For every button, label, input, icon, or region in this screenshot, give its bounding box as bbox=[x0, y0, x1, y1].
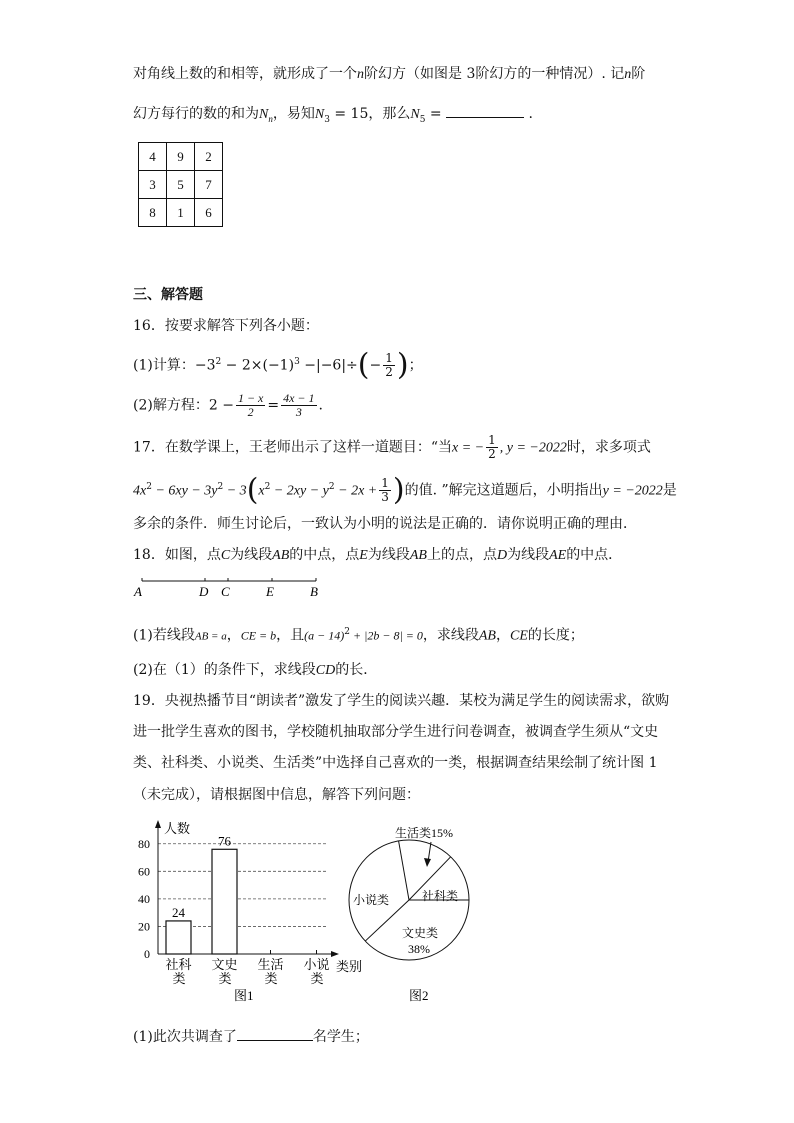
expr: − bbox=[369, 357, 382, 374]
equation: = bbox=[425, 106, 442, 122]
part-label: (2)解方程： bbox=[133, 397, 209, 414]
expr: −|−6|÷ bbox=[299, 357, 358, 374]
y-tick-label: 80 bbox=[138, 836, 150, 851]
table-cell: 8 bbox=[139, 199, 167, 227]
section-title: 三、解答题 bbox=[133, 287, 203, 303]
expr: (a − 14) bbox=[304, 628, 345, 643]
q19-text: 名学生； bbox=[312, 1029, 369, 1045]
q17-text: 是 bbox=[662, 482, 677, 499]
q19-line-2: 进一批学生喜欢的图书，学校随机抽取部分学生进行问卷调查，被调查学生须从“文史 bbox=[133, 724, 659, 740]
answer-blank[interactable] bbox=[237, 1026, 313, 1041]
point-label: C bbox=[220, 548, 231, 563]
q16-stem: 16．按要求解答下列各小题： bbox=[133, 318, 319, 334]
category-label: 类 bbox=[310, 971, 324, 986]
q18-text: 上的点，点 bbox=[426, 547, 497, 563]
numerator: 1 − x bbox=[237, 391, 264, 405]
expr: 4x bbox=[133, 483, 147, 499]
expr: y = −2022 bbox=[602, 483, 663, 499]
table-cell: 6 bbox=[195, 199, 223, 227]
q17-line-3: 多余的条件．师生讨论后，一致认为小明的说法是正确的．请你说明正确的理由． bbox=[133, 516, 637, 532]
label-arrow-head bbox=[424, 858, 431, 867]
expr: AB = a bbox=[194, 630, 227, 643]
expr: − 3 bbox=[223, 483, 247, 499]
numerator: 4x − 1 bbox=[283, 391, 315, 405]
expr: − 2×(−1) bbox=[221, 357, 295, 374]
table-cell: 4 bbox=[139, 143, 167, 171]
table-row bbox=[139, 171, 223, 199]
q18-text: 的中点． bbox=[566, 547, 623, 563]
numerator: 1 bbox=[381, 476, 389, 491]
exponent: 2 bbox=[328, 482, 335, 492]
denominator: 2 bbox=[488, 447, 496, 461]
fraction bbox=[281, 392, 316, 419]
data-label: 76 bbox=[218, 833, 231, 849]
paren: ) bbox=[392, 472, 405, 508]
point-label-E: E bbox=[266, 584, 274, 599]
chart-title: 图1 bbox=[234, 988, 254, 1003]
table-cell: 7 bbox=[195, 171, 223, 199]
x-axis-arrow bbox=[331, 951, 339, 957]
magic-square-table bbox=[138, 142, 223, 227]
q16-part1 bbox=[133, 347, 423, 383]
segment-label: AB bbox=[478, 628, 496, 644]
exponent: 3 bbox=[294, 357, 300, 367]
segment-label: CD bbox=[315, 663, 336, 678]
q18-text: ，求线段 bbox=[422, 627, 479, 644]
y-tick-label: 0 bbox=[144, 947, 150, 961]
subscript: 3 bbox=[324, 114, 330, 125]
table-cell: 3 bbox=[139, 171, 167, 199]
q18-part2 bbox=[133, 660, 377, 681]
slice-percent-wenshi: 38% bbox=[408, 942, 430, 956]
subscript: 5 bbox=[419, 114, 426, 125]
expr: CE = b bbox=[240, 628, 277, 643]
q18-text: 的长． bbox=[335, 662, 378, 678]
y-tick-label: 60 bbox=[138, 864, 150, 879]
var-N: N bbox=[410, 107, 420, 122]
expr: − 2x + bbox=[334, 483, 378, 499]
q17-line-1 bbox=[133, 434, 651, 461]
category-label: 生活 bbox=[257, 957, 284, 972]
category-label: 类 bbox=[218, 971, 232, 986]
point-label: D bbox=[496, 548, 508, 563]
chart-title: 图2 bbox=[409, 988, 429, 1003]
y-tick-label: 20 bbox=[138, 919, 150, 934]
expr: + |2b − 8| = 0 bbox=[349, 628, 423, 643]
intro-text: ，易知 bbox=[272, 106, 315, 122]
exponent: 2 bbox=[215, 357, 222, 367]
q19-line-3: 类、社科类、小说类、生活类”中选择自己喜欢的一类，根据调查结果绘制了统计图 1 bbox=[133, 755, 658, 771]
expr: , y = −2022 bbox=[499, 440, 567, 456]
fraction bbox=[379, 477, 391, 504]
q18-part1 bbox=[133, 622, 584, 647]
intro-line-1 bbox=[133, 64, 645, 85]
expr: x bbox=[258, 483, 265, 499]
q18-text: (1)若线段 bbox=[133, 627, 195, 644]
slice-label-wenshi: 文史类 bbox=[402, 926, 439, 940]
point-label: E bbox=[359, 548, 368, 563]
denominator: 2 bbox=[247, 405, 254, 419]
q17-line-2 bbox=[133, 472, 677, 508]
expr: − 2xy − y bbox=[270, 483, 329, 499]
segment-label: CE bbox=[509, 628, 528, 644]
table-cell: 9 bbox=[167, 143, 195, 171]
expr: ； bbox=[408, 357, 423, 374]
q18-text: (2)在（1）的条件下，求线段 bbox=[133, 662, 316, 678]
table-cell: 2 bbox=[195, 143, 223, 171]
fraction bbox=[383, 352, 395, 379]
y-tick-label: 40 bbox=[138, 891, 150, 906]
subscript: n bbox=[268, 113, 273, 124]
q18-text: 为线段 bbox=[230, 547, 273, 563]
slice-label-shenghuo: 生活类15% bbox=[395, 826, 453, 840]
q18-text: 为线段 bbox=[507, 547, 550, 563]
intro-text: ，那么 bbox=[368, 106, 411, 122]
equation: = 15 bbox=[329, 106, 369, 122]
fraction bbox=[486, 434, 498, 461]
q19-line-1: 19．央视热播节目“朗读者”激发了学生的阅读兴趣．某校为满足学生的阅读需求，欲购 bbox=[133, 693, 670, 709]
intro-text: 阶幻方（如图是 3阶幻方的一种情况）. 记 bbox=[364, 66, 625, 82]
expr: −3 bbox=[194, 357, 216, 374]
table-row bbox=[139, 199, 223, 227]
q18-text: 为线段 bbox=[367, 547, 410, 563]
expr: = bbox=[267, 397, 280, 414]
denominator: 2 bbox=[385, 365, 393, 380]
expr: x = − bbox=[451, 440, 485, 456]
intro-text: 幻方每行的数的和为 bbox=[133, 106, 259, 122]
exponent: 2 bbox=[264, 482, 271, 492]
paren: ) bbox=[396, 347, 409, 383]
q18-text: ， bbox=[495, 627, 510, 644]
category-label: 社科 bbox=[165, 957, 192, 972]
point-label-D: D bbox=[199, 584, 209, 599]
var-n: n bbox=[357, 67, 364, 82]
numerator: 1 bbox=[488, 433, 496, 447]
data-label: 24 bbox=[172, 904, 185, 920]
q19-part1 bbox=[133, 1026, 369, 1047]
segment-label: AB bbox=[409, 548, 427, 563]
denominator: 3 bbox=[381, 490, 389, 505]
denominator: 3 bbox=[295, 405, 302, 419]
table-row bbox=[139, 143, 223, 171]
q19-line-4: （未完成），请根据图中信息，解答下列问题： bbox=[133, 787, 420, 803]
category-label: 文史 bbox=[211, 957, 238, 972]
intro-text: 阶 bbox=[631, 66, 646, 82]
bar bbox=[212, 849, 237, 954]
bars bbox=[166, 833, 317, 954]
category-label: 类 bbox=[264, 971, 278, 986]
q16-part2 bbox=[133, 392, 323, 419]
q18-line-1 bbox=[133, 545, 622, 566]
answer-blank[interactable] bbox=[446, 103, 524, 118]
q17-text: 的值. ”解完这道题后，小明指出 bbox=[404, 482, 603, 499]
expr: . bbox=[318, 397, 323, 414]
q18-text: 18．如图，点 bbox=[133, 547, 221, 563]
q17-text: 17．在数学课上，王老师出示了这样一道题目：“当 bbox=[133, 439, 452, 456]
segment-figure bbox=[128, 574, 328, 602]
expr: 2 − bbox=[208, 397, 234, 414]
table-cell: 1 bbox=[167, 199, 195, 227]
pie-chart bbox=[345, 818, 485, 1008]
category-label: 类 bbox=[172, 971, 186, 986]
paren: ( bbox=[357, 347, 370, 383]
fraction bbox=[236, 392, 265, 419]
q18-text: 的长度； bbox=[527, 627, 584, 644]
slice-label-sheke: 社科类 bbox=[422, 889, 459, 903]
q18-text: ， bbox=[226, 627, 241, 644]
point-label-C: C bbox=[221, 584, 230, 599]
intro-text: 对角线上数的和相等，就形成了一个 bbox=[133, 66, 357, 82]
period: . bbox=[528, 106, 533, 122]
var-N: N bbox=[314, 107, 325, 122]
var-n: n bbox=[624, 67, 632, 82]
table-cell: 5 bbox=[167, 171, 195, 199]
point-label-B: B bbox=[310, 584, 318, 599]
slice-label-xiaoshuo: 小说类 bbox=[353, 893, 390, 907]
expr: − 6xy − 3y bbox=[151, 483, 218, 499]
segment-label: AB bbox=[272, 548, 290, 563]
bar bbox=[166, 921, 191, 954]
y-axis-label: 人数 bbox=[164, 821, 191, 836]
paren: ( bbox=[246, 472, 259, 508]
var-N: N bbox=[259, 107, 269, 122]
y-axis-arrow bbox=[155, 820, 161, 828]
exponent: 2 bbox=[217, 482, 224, 492]
q19-text: (1)此次共调查了 bbox=[133, 1029, 237, 1045]
numerator: 1 bbox=[385, 351, 393, 366]
slice-boundary-3 bbox=[399, 841, 409, 900]
exponent: 2 bbox=[146, 482, 152, 492]
x-axis-label: 类别 bbox=[336, 959, 363, 974]
intro-line-2 bbox=[133, 103, 533, 130]
point-label-A: A bbox=[134, 584, 142, 599]
category-labels bbox=[165, 957, 329, 986]
q18-text: 的中点，点 bbox=[289, 547, 360, 563]
category-label: 小说 bbox=[303, 957, 330, 972]
segment-label: AE bbox=[549, 548, 567, 563]
q18-text: ，且 bbox=[276, 627, 305, 644]
exponent: 2 bbox=[344, 627, 350, 637]
part-label: (1)计算： bbox=[133, 357, 195, 374]
bar-chart bbox=[130, 818, 370, 1008]
y-tick-labels bbox=[138, 837, 150, 961]
q17-text: 时，求多项式 bbox=[566, 439, 651, 456]
